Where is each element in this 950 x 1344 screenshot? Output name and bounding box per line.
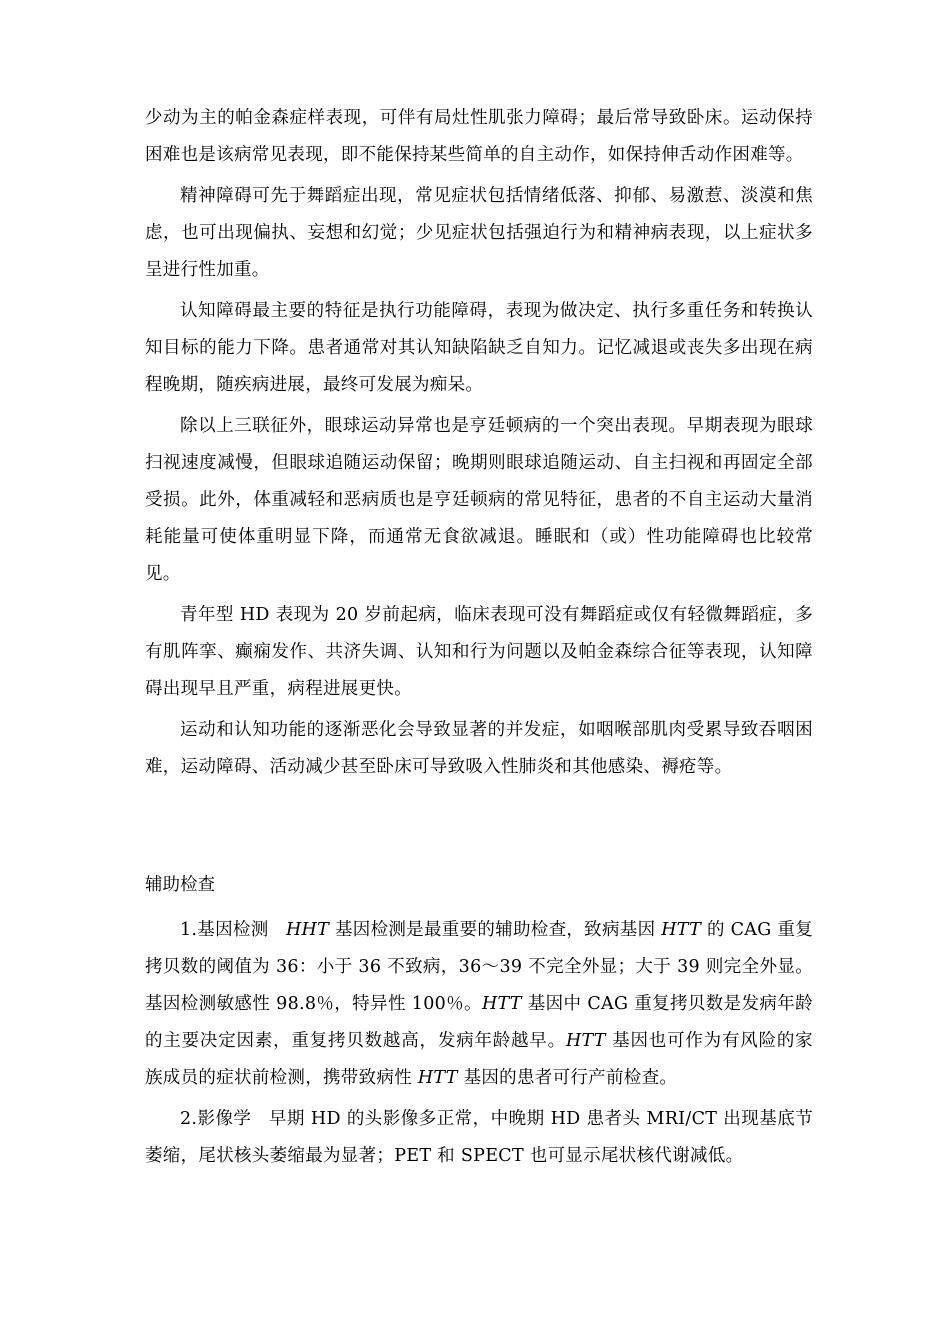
paragraph-motor-continued: 少动为主的帕金森症样表现，可伴有局灶性肌张力障碍；最后常导致卧床。运动保持困难也是该病常见表现，即不能保持某些简单的自主动作，如保持伸舌动作困难等。 (145, 108, 813, 165)
gene-test-text: 基因中 CAG 重复拷贝数是发病年龄的主要决定因素，重复拷贝数越高，发病年龄越早。 (145, 994, 813, 1051)
gene-test-text: 的 CAG 重复拷贝数的阈值为 36：小于 36 不致病，36～39 不完全外显；大于 39 则完全外显。基因检测敏感性 98.8％，特异性 100％。 (145, 920, 813, 1014)
paragraph-complications: 运动和认知功能的逐渐恶化会导致显著的并发症，如咽喉部肌肉受累导致吞咽困难，运动障碍、活动减少甚至卧床可导致吸入性肺炎和其他感染、褥疮等。 (145, 720, 813, 777)
paragraph-juvenile-hd: 青年型 HD 表现为 20 岁前起病，临床表现可没有舞蹈症或仅有轻微舞蹈症，多有肌阵挛、癫痫发作、共济失调、认知和行为问题以及帕金森综合征等表现，认知障碍出现早且严重，病程进展更快。 (145, 605, 813, 699)
gene-test-lead: 1.基因检测 (180, 920, 269, 940)
paragraph-gene-test (145, 912, 813, 1097)
body-text (145, 100, 813, 790)
paragraph-cognitive: 认知障碍最主要的特征是执行功能障碍，表现为做决定、执行多重任务和转换认知目标的能力下降。患者通常对其认知缺陷缺乏自知力。记忆减退或丧失多出现在病程晚期，随疾病进展，最终可发展为痴呆。 (145, 301, 813, 395)
gene-name: HHT (286, 920, 330, 940)
gene-name: HTT (565, 1031, 606, 1051)
imaging-text: 早期 HD 的头影像多正常，中晚期 HD 患者头 MRI/CT 出现基底节萎缩，尾状核头萎缩最为显著；PET 和 SPECT 也可显示尾状核代谢减低。 (145, 1109, 813, 1166)
paragraph-psychiatric: 精神障碍可先于舞蹈症出现，常见症状包括情绪低落、抑郁、易激惹、淡漠和焦虑，也可出现偏执、妄想和幻觉；少见症状包括强迫行为和精神病表现，以上症状多呈进行性加重。 (145, 186, 813, 280)
gene-test-text: 基因的患者可行产前检查。 (457, 1068, 678, 1088)
gene-test-text: 基因检测是最重要的辅助检查，致病基因 (329, 920, 662, 940)
section-body (145, 912, 813, 1179)
gene-name: HTT (661, 920, 702, 940)
paragraph-imaging (145, 1101, 813, 1175)
gene-name: HTT (481, 994, 522, 1014)
gene-name: HTT (417, 1068, 458, 1088)
paragraph-eye-movement: 除以上三联征外，眼球运动异常也是亨廷顿病的一个突出表现。早期表现为眼球扫视速度减慢，但眼球追随运动保留；晚期则眼球追随运动、自主扫视和再固定全部受损。此外，体重减轻和恶病质也是亨廷顿病的常见特征，患者的不自主运动大量消耗能量可使体重明显下降，而通常无食欲减退。睡眠和（或）性功能障碍也比较常见。 (145, 416, 813, 584)
imaging-lead: 2.影像学 (180, 1109, 252, 1129)
section-heading: 辅助检查 (145, 875, 215, 895)
gene-test-text: 基因也可作为有风险的家族成员的症状前检测，携带致病性 (145, 1031, 813, 1088)
